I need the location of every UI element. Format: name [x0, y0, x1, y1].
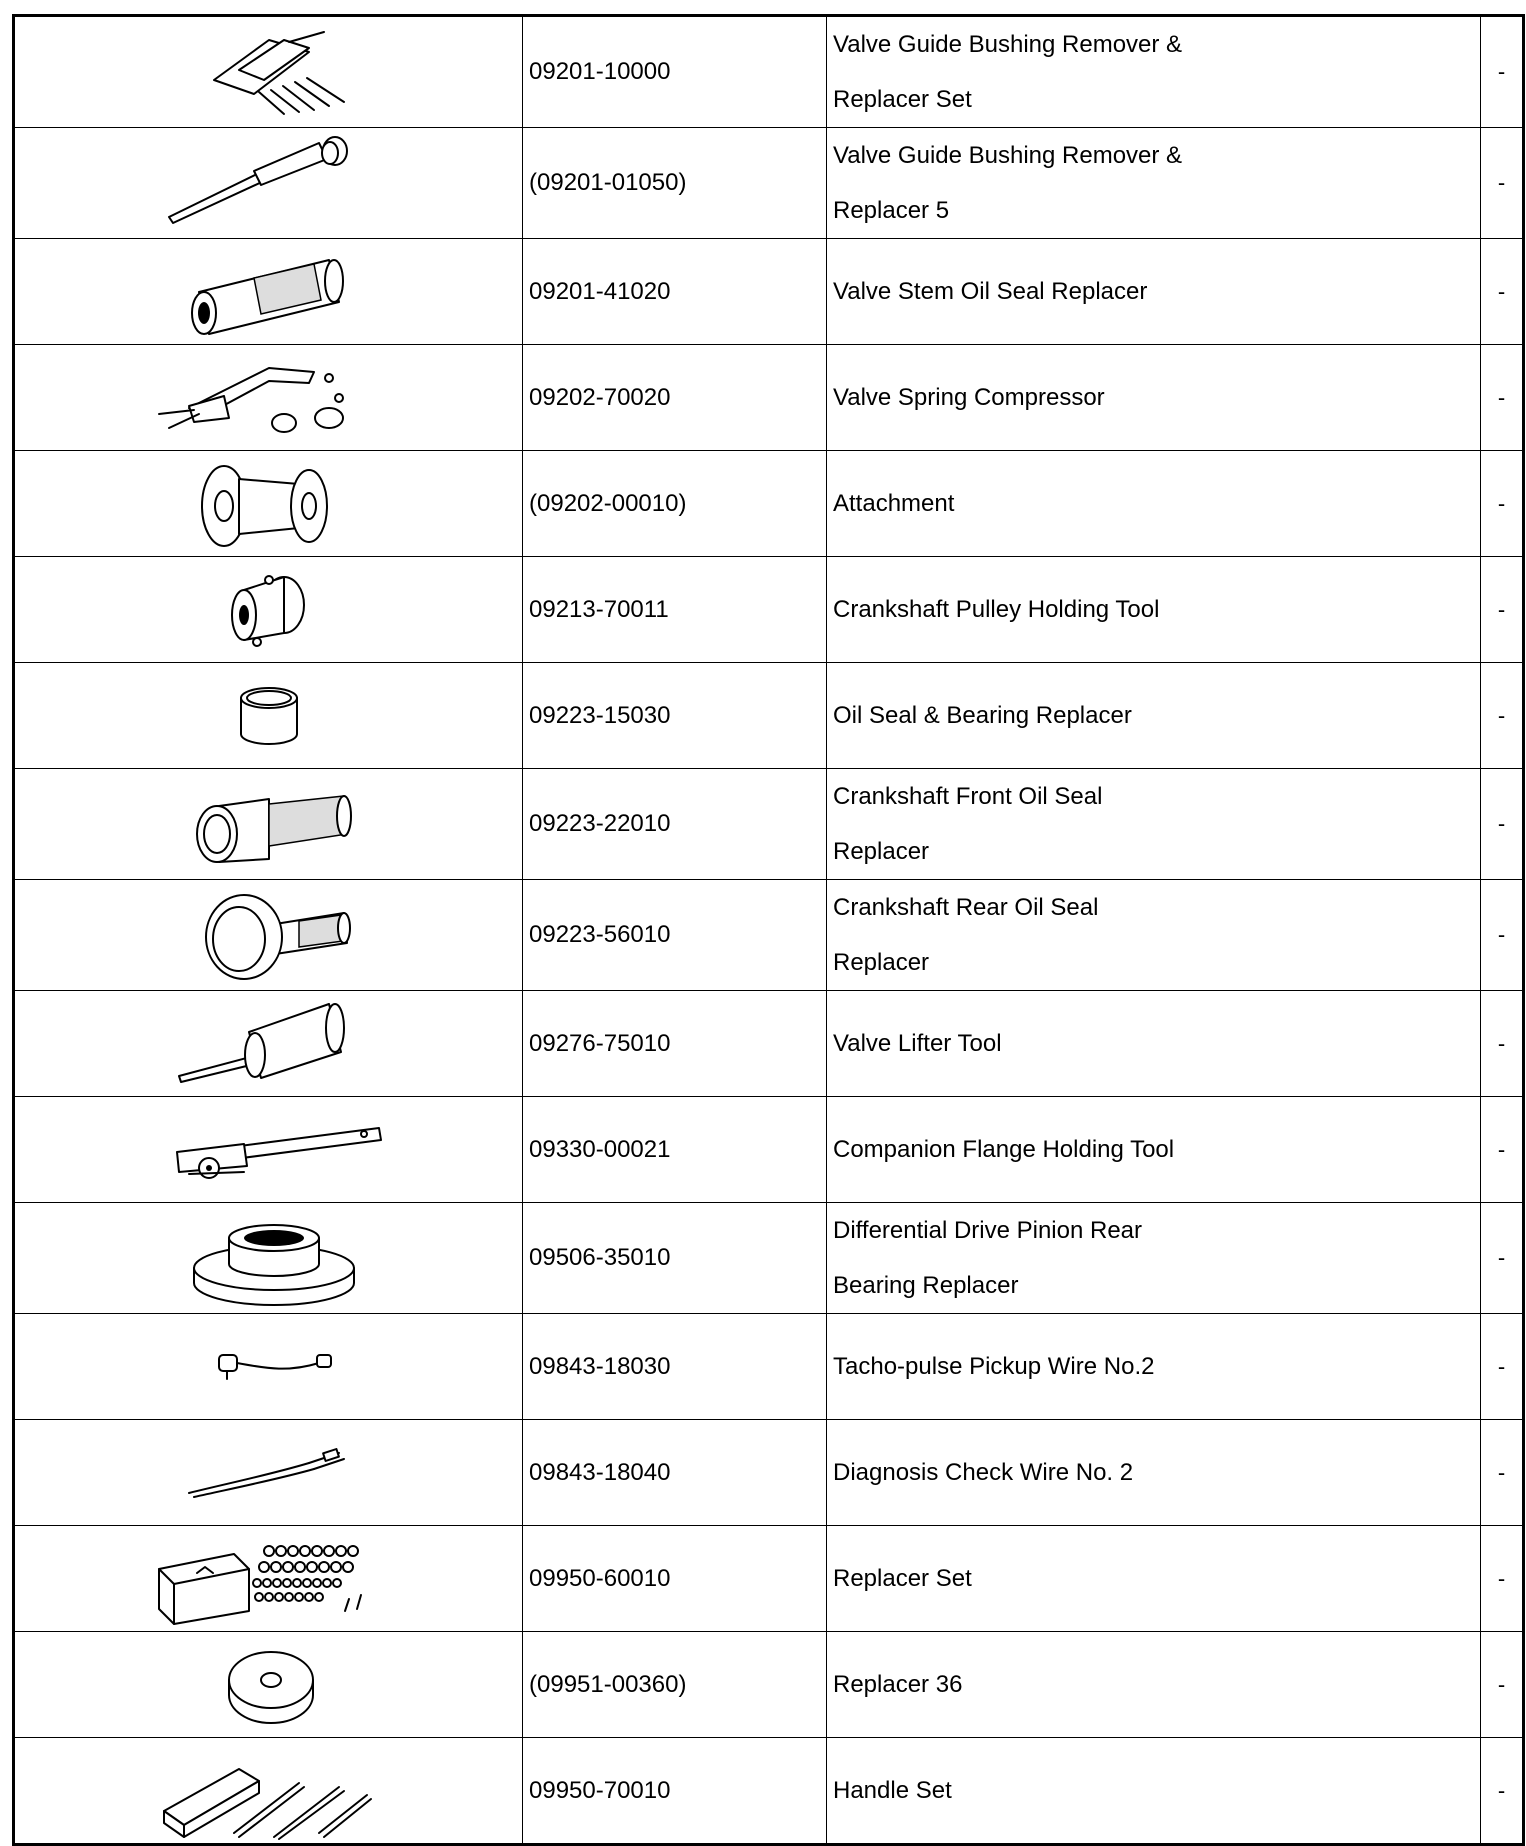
tool-name-line: Valve Stem Oil Seal Replacer	[833, 278, 1148, 305]
part-number: 09202-70020	[523, 345, 827, 451]
tool-name-cell	[827, 1314, 1481, 1420]
front-seal-replacer-icon	[149, 774, 389, 874]
tool-row	[14, 451, 1524, 557]
bearing-replacer-icon	[149, 1208, 389, 1308]
tool-row	[14, 239, 1524, 345]
tool-row	[14, 769, 1524, 880]
tool-illustration-cell	[14, 1314, 523, 1420]
valve-guide-bushing-set-icon	[149, 22, 389, 122]
part-number: 09950-70010	[523, 1738, 827, 1845]
note-cell: -	[1481, 1420, 1524, 1526]
tool-name-cell	[827, 991, 1481, 1097]
note-cell: -	[1481, 1632, 1524, 1738]
tool-table-body	[14, 16, 1524, 1845]
tool-name-cell	[827, 1526, 1481, 1632]
part-number: 09506-35010	[523, 1203, 827, 1314]
special-tools-table	[12, 14, 1525, 1846]
note-cell: -	[1481, 345, 1524, 451]
tool-row	[14, 1632, 1524, 1738]
pickup-wire-icon	[149, 1317, 389, 1417]
tool-row	[14, 1738, 1524, 1845]
tool-name-cell	[827, 1420, 1481, 1526]
tool-row	[14, 345, 1524, 451]
note-cell: -	[1481, 880, 1524, 991]
tool-name-cell	[827, 1738, 1481, 1845]
note-cell: -	[1481, 1314, 1524, 1420]
tool-name-line: Crankshaft Front Oil Seal	[833, 783, 1103, 810]
tool-row	[14, 16, 1524, 128]
rear-seal-replacer-icon	[149, 885, 389, 985]
tool-illustration-cell	[14, 1420, 523, 1526]
tool-name-line: Replacer 5	[833, 197, 950, 224]
tool-name-line: Valve Guide Bushing Remover &	[833, 31, 1183, 58]
tool-name-line: Valve Guide Bushing Remover &	[833, 142, 1183, 169]
note-cell: -	[1481, 239, 1524, 345]
tool-illustration-cell	[14, 1632, 523, 1738]
tool-row	[14, 1097, 1524, 1203]
tool-name-line: Bearing Replacer	[833, 1272, 1019, 1299]
part-number: 09223-22010	[523, 769, 827, 880]
note-cell: -	[1481, 128, 1524, 239]
part-number: 09843-18040	[523, 1420, 827, 1526]
tool-name-cell	[827, 663, 1481, 769]
tool-name-line: Handle Set	[833, 1777, 952, 1804]
part-number: 09223-15030	[523, 663, 827, 769]
note-cell: -	[1481, 1738, 1524, 1845]
note-cell: -	[1481, 451, 1524, 557]
spring-compressor-icon	[149, 348, 389, 448]
note-cell: -	[1481, 991, 1524, 1097]
part-number: 09276-75010	[523, 991, 827, 1097]
flange-holding-bar-icon	[149, 1100, 389, 1200]
tool-name-line: Replacer 36	[833, 1671, 963, 1698]
tool-illustration-cell	[14, 991, 523, 1097]
check-wire-icon	[149, 1423, 389, 1523]
tool-illustration-cell	[14, 128, 523, 239]
part-number: 09950-60010	[523, 1526, 827, 1632]
tool-name-cell	[827, 16, 1481, 128]
part-number: (09202-00010)	[523, 451, 827, 557]
tool-name-line: Diagnosis Check Wire No. 2	[833, 1459, 1134, 1486]
tool-illustration-cell	[14, 769, 523, 880]
tool-illustration-cell	[14, 1526, 523, 1632]
part-number: 09213-70011	[523, 557, 827, 663]
tool-name-cell	[827, 128, 1481, 239]
part-number: 09330-00021	[523, 1097, 827, 1203]
pulley-holding-tool-icon	[149, 560, 389, 660]
tool-illustration-cell	[14, 345, 523, 451]
part-number: 09223-56010	[523, 880, 827, 991]
note-cell: -	[1481, 16, 1524, 128]
note-cell: -	[1481, 769, 1524, 880]
tool-name-line: Tacho-pulse Pickup Wire No.2	[833, 1353, 1155, 1380]
tool-illustration-cell	[14, 1203, 523, 1314]
tool-name-cell	[827, 345, 1481, 451]
part-number: (09201-01050)	[523, 128, 827, 239]
note-cell: -	[1481, 1203, 1524, 1314]
tool-name-line: Crankshaft Pulley Holding Tool	[833, 596, 1160, 623]
tool-name-line: Crankshaft Rear Oil Seal	[833, 894, 1099, 921]
tool-name-line: Differential Drive Pinion Rear	[833, 1217, 1143, 1244]
tool-row	[14, 557, 1524, 663]
part-number: 09843-18030	[523, 1314, 827, 1420]
tool-row	[14, 880, 1524, 991]
tool-name-line: Oil Seal & Bearing Replacer	[833, 702, 1132, 729]
cup-replacer-icon	[149, 666, 389, 766]
tool-illustration-cell	[14, 880, 523, 991]
tool-name-cell	[827, 557, 1481, 663]
replacer-disc-icon	[149, 1635, 389, 1735]
tool-name-cell	[827, 1632, 1481, 1738]
tool-illustration-cell	[14, 1097, 523, 1203]
note-cell: -	[1481, 663, 1524, 769]
stem-seal-replacer-icon	[149, 242, 389, 342]
tool-name-cell	[827, 1203, 1481, 1314]
tool-name-cell	[827, 880, 1481, 991]
tool-name-cell	[827, 451, 1481, 557]
tool-row	[14, 991, 1524, 1097]
tool-row	[14, 1203, 1524, 1314]
tool-illustration-cell	[14, 1738, 523, 1845]
part-number: (09951-00360)	[523, 1632, 827, 1738]
tool-name-line: Attachment	[833, 490, 955, 517]
replacer-set-case-icon	[149, 1529, 389, 1629]
handle-set-icon	[149, 1741, 389, 1841]
remover-rod-icon	[149, 133, 389, 233]
note-cell: -	[1481, 1526, 1524, 1632]
attachment-icon	[149, 454, 389, 554]
tool-name-line: Replacer Set	[833, 1565, 972, 1592]
part-number: 09201-10000	[523, 16, 827, 128]
part-number: 09201-41020	[523, 239, 827, 345]
tool-name-line: Replacer Set	[833, 86, 972, 113]
tool-name-line: Replacer	[833, 949, 930, 976]
tool-row	[14, 1314, 1524, 1420]
tool-row	[14, 1420, 1524, 1526]
note-cell: -	[1481, 1097, 1524, 1203]
note-cell: -	[1481, 557, 1524, 663]
tool-name-line: Valve Spring Compressor	[833, 384, 1105, 411]
tool-name-line: Valve Lifter Tool	[833, 1030, 1002, 1057]
tool-row	[14, 128, 1524, 239]
tool-illustration-cell	[14, 16, 523, 128]
tool-name-cell	[827, 239, 1481, 345]
tool-name-line: Companion Flange Holding Tool	[833, 1136, 1175, 1163]
tool-illustration-cell	[14, 663, 523, 769]
tool-name-cell	[827, 769, 1481, 880]
tool-illustration-cell	[14, 239, 523, 345]
tool-row	[14, 1526, 1524, 1632]
tool-name-cell	[827, 1097, 1481, 1203]
tool-row	[14, 663, 1524, 769]
tool-name-line: Replacer	[833, 838, 930, 865]
valve-lifter-tool-icon	[149, 994, 389, 1094]
tool-illustration-cell	[14, 557, 523, 663]
tool-illustration-cell	[14, 451, 523, 557]
